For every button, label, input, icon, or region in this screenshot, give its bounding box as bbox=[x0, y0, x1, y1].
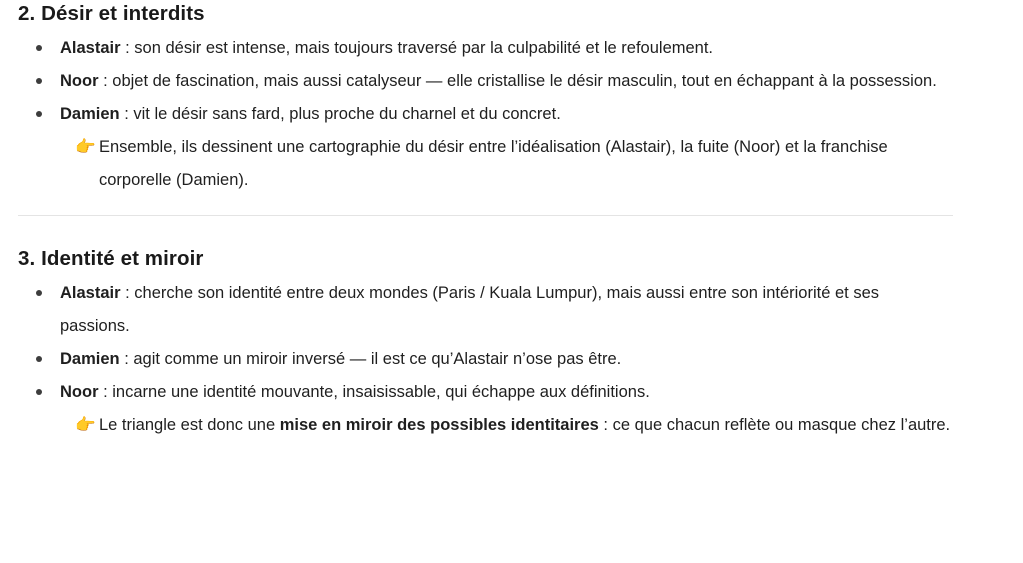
note-text-after: : ce que chacun reflète ou masque chez l’autre. bbox=[598, 416, 951, 434]
list-item-text: cherche son identité entre deux mondes (Paris / Kuala Lumpur), mais aussi entre son intériorité et ses passions. bbox=[60, 284, 880, 335]
bullet-dot-icon bbox=[36, 356, 42, 362]
list-item bbox=[18, 98, 953, 131]
spacer bbox=[18, 217, 953, 245]
bullet-dot-icon bbox=[36, 389, 42, 395]
section-identite-et-miroir bbox=[18, 245, 953, 442]
separator: : bbox=[119, 350, 134, 368]
section-desir-et-interdits bbox=[18, 0, 953, 197]
list-item-text: vit le désir sans fard, plus proche du charnel et du concret. bbox=[133, 105, 561, 123]
list-item bbox=[18, 277, 953, 343]
separator: : bbox=[98, 383, 113, 401]
separator: : bbox=[120, 39, 135, 57]
list-item bbox=[18, 376, 953, 409]
section-title: 3. Identité et miroir bbox=[18, 247, 204, 270]
character-name: Noor bbox=[60, 383, 99, 401]
section-title: 2. Désir et interdits bbox=[18, 2, 205, 25]
section-note bbox=[18, 409, 953, 442]
character-name: Damien bbox=[60, 350, 120, 368]
section-note bbox=[18, 131, 953, 197]
note-text-before: Le triangle est donc une bbox=[99, 416, 280, 434]
note-text bbox=[75, 409, 953, 442]
separator: : bbox=[119, 105, 134, 123]
spacer bbox=[18, 197, 953, 215]
bullet-list bbox=[18, 32, 953, 131]
list-item bbox=[18, 32, 953, 65]
list-item-text: objet de fascination, mais aussi catalyseur — elle cristallise le désir masculin, tout en échappant à la possession. bbox=[112, 72, 937, 90]
character-name: Alastair bbox=[60, 284, 121, 302]
list-item-text: agit comme un miroir inversé — il est ce qu’Alastair n’ose pas être. bbox=[133, 350, 622, 368]
character-name: Alastair bbox=[60, 39, 121, 57]
bullet-dot-icon bbox=[36, 111, 42, 117]
bullet-dot-icon bbox=[36, 45, 42, 51]
list-item bbox=[18, 343, 953, 376]
note-emphasis: mise en miroir des possibles identitaires bbox=[279, 416, 599, 434]
bullet-dot-icon bbox=[36, 78, 42, 84]
separator: : bbox=[120, 284, 135, 302]
list-item-text: incarne une identité mouvante, insaisissable, qui échappe aux définitions. bbox=[112, 383, 650, 401]
pointing-hand-icon: 👉 bbox=[75, 138, 96, 156]
character-name: Noor bbox=[60, 72, 99, 90]
character-name: Damien bbox=[60, 105, 120, 123]
note-text: Ensemble, ils dessinent une cartographie du désir entre l’idéalisation (Alastair), la fuite (Noor) et la franchise corporelle (Damien). bbox=[99, 138, 888, 189]
bullet-dot-icon bbox=[36, 290, 42, 296]
bullet-list bbox=[18, 277, 953, 409]
list-item-text: son désir est intense, mais toujours traversé par la culpabilité et le refoulement. bbox=[134, 39, 714, 57]
separator: : bbox=[98, 72, 113, 90]
pointing-hand-icon: 👉 bbox=[75, 416, 96, 434]
list-item bbox=[18, 65, 953, 98]
